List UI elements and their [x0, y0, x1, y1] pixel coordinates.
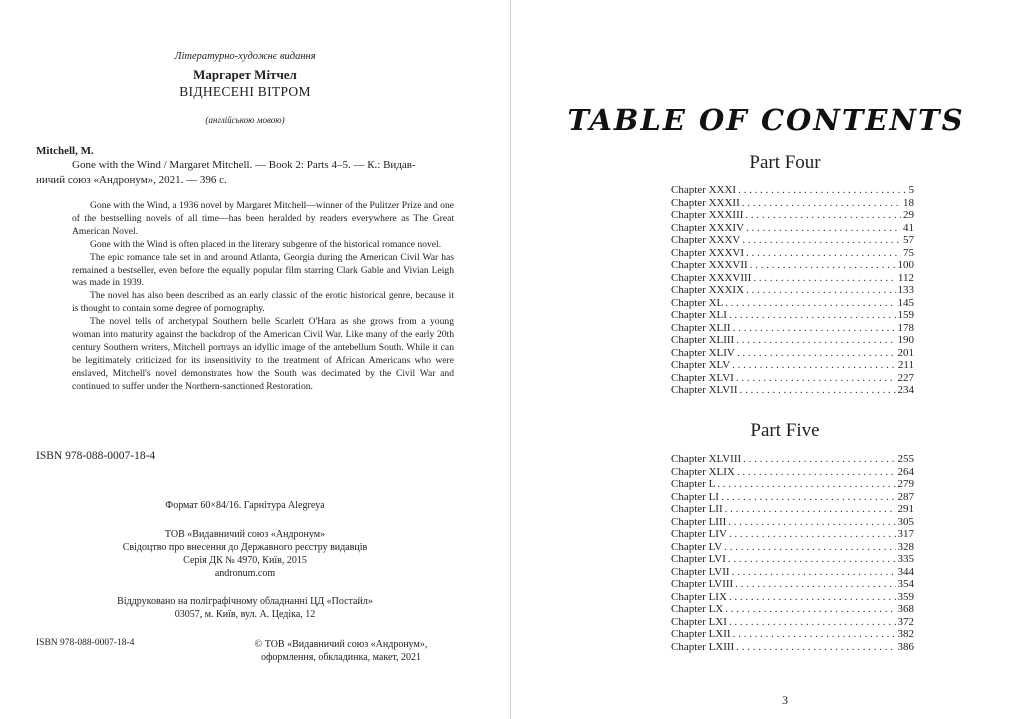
- annotation-paragraph: Gone with the Wind is often placed in the literary subgenre of the historical romance novel.: [90, 238, 442, 250]
- copyright-line: © ТОВ «Видавничий союз «Андронум»,: [254, 639, 428, 650]
- copyright-block: [226, 638, 456, 664]
- book-title: ВІДНЕСЕНІ ВІТРОМ: [179, 84, 311, 99]
- toc-entry[interactable]: [671, 372, 914, 385]
- bib-line-2: ничий союз «Андронум», 2021. — 396 с.: [36, 174, 227, 186]
- toc-chapter-label: Chapter XXXV: [671, 234, 741, 246]
- toc-entry[interactable]: [671, 322, 914, 335]
- dot-leader: [732, 359, 896, 372]
- toc-chapter-label: Chapter LXIII: [671, 640, 735, 653]
- dot-leader: [736, 372, 896, 385]
- toc-chapter-label: Chapter LIV: [671, 528, 727, 540]
- toc-entry[interactable]: [671, 234, 914, 247]
- toc-entry[interactable]: [671, 541, 914, 554]
- toc-page-number: 368: [897, 603, 914, 615]
- toc-entry[interactable]: [671, 641, 914, 654]
- printer-line: 03057, м. Київ, вул. А. Цедіка, 12: [174, 609, 316, 620]
- toc-page-number: 100: [897, 259, 914, 271]
- toc-page-number: 211: [897, 359, 914, 371]
- annotation-paragraph: The novel has also been described as an early classic of the erotic historical genre, because it is thought to contain some degree of pornography.: [72, 290, 454, 315]
- toc-page-number: 264: [897, 465, 914, 478]
- toc-chapter-label: Chapter XLV: [671, 359, 731, 371]
- toc-chapter-label: Chapter LXI: [671, 615, 727, 628]
- toc-list-part-five: [671, 453, 914, 653]
- annotation-paragraph: The epic romance tale set in and around Atlanta, Georgia during the American Civil War has remained a bestseller, even before the equally popular film starring Clark Gable and Vivian Leigh was made in 1939.: [72, 251, 454, 289]
- toc-entry[interactable]: [671, 628, 914, 641]
- toc-chapter-label: Chapter LXII: [671, 628, 731, 640]
- toc-page-number: 279: [897, 478, 914, 490]
- dot-leader: [746, 222, 901, 235]
- toc-page-number: 18: [903, 196, 914, 209]
- page-number: 3: [782, 693, 788, 707]
- toc-page-number: 354: [897, 578, 914, 590]
- toc-page-number: 291: [897, 503, 914, 515]
- toc-entry[interactable]: [671, 503, 914, 516]
- dot-leader: [729, 309, 896, 322]
- toc-heading: TABLE OF CONTENTS: [567, 103, 965, 137]
- toc-page-number: 5: [908, 184, 914, 196]
- toc-page-number: 234: [897, 384, 914, 396]
- toc-chapter-label: Chapter LI: [671, 490, 719, 503]
- dot-leader: [737, 466, 896, 479]
- toc-chapter-label: Chapter LIII: [671, 515, 727, 528]
- toc-entry[interactable]: [671, 516, 914, 529]
- dot-leader: [733, 628, 896, 641]
- dot-leader: [736, 334, 895, 347]
- isbn-main: ISBN 978-088-0007-18-4: [36, 450, 156, 462]
- toc-page-number: 145: [897, 296, 914, 309]
- toc-chapter-label: Chapter XXXI: [671, 184, 737, 196]
- toc-chapter-label: Chapter LX: [671, 603, 724, 615]
- left-page: [0, 0, 510, 719]
- dot-leader: [735, 578, 895, 591]
- toc-page-number: 344: [897, 565, 914, 578]
- toc-entry[interactable]: [671, 247, 914, 260]
- toc-page-number: 178: [897, 321, 914, 334]
- toc-entry[interactable]: [671, 359, 914, 372]
- toc-chapter-label: Chapter XLVI: [671, 371, 734, 384]
- publisher-line: ТОВ «Видавничий союз «Андронум»: [164, 529, 326, 540]
- toc-entry[interactable]: [671, 284, 914, 297]
- dot-leader: [736, 641, 895, 654]
- annotation-paragraph: The novel tells of archetypal Southern belle Scarlett O'Hara as she grows from a young woman into maturity against the backdrop of the American Civil War. Like many of the early 20th century Southern writers, Mitchell portrays an idyllic image of the antebellum South. While it can be legitimately criticized for its insensitivity to the treatment of African Americans who were enslaved, Mitchell's novel demonstrates how the South was decimated by the Civil War and continued to suffer under the Northern-sanctioned Restoration.: [72, 316, 454, 392]
- toc-page-number: 382: [897, 628, 914, 640]
- toc-page-number: 133: [897, 284, 914, 296]
- toc-page-number: 29: [903, 209, 914, 221]
- toc-chapter-label: Chapter XLII: [671, 321, 731, 334]
- right-page: [511, 0, 1021, 719]
- toc-entry[interactable]: [671, 384, 914, 397]
- dot-leader: [743, 453, 895, 466]
- toc-entry[interactable]: [671, 184, 914, 197]
- annotation-paragraph: Gone with the Wind, a 1936 novel by Margaret Mitchell—winner of the Pulitzer Prize and one of the bestselling novels of all time—has been heralded by readers everywhere as The Great American Novel.: [72, 200, 454, 237]
- toc-page-number: 287: [897, 490, 914, 503]
- toc-page-number: 386: [897, 640, 914, 653]
- toc-entry[interactable]: [671, 566, 914, 579]
- toc-entry[interactable]: [671, 603, 914, 616]
- dot-leader: [729, 591, 896, 604]
- publisher-block: [36, 528, 454, 580]
- toc-chapter-label: Chapter XXXII: [671, 196, 740, 209]
- toc-entry[interactable]: [671, 528, 914, 541]
- toc-entry[interactable]: [671, 553, 914, 566]
- toc-entry[interactable]: [671, 616, 914, 629]
- language-note: (англійською мовою): [205, 115, 285, 125]
- dot-leader: [729, 528, 896, 541]
- toc-chapter-label: Chapter XLVII: [671, 384, 738, 396]
- toc-entry[interactable]: [671, 334, 914, 347]
- toc-chapter-label: Chapter LVI: [671, 553, 726, 565]
- toc-chapter-label: Chapter XXXVII: [671, 259, 748, 271]
- toc-page-number: 190: [897, 334, 914, 346]
- toc-chapter-label: Chapter LII: [671, 503, 723, 515]
- copyright-line: оформлення, обкладинка, макет, 2021: [260, 652, 422, 663]
- dot-leader: [724, 541, 895, 554]
- toc-chapter-label: Chapter XL: [671, 296, 724, 309]
- printer-line: Віддруковано на поліграфічному обладнанні ЦД «Постайл»: [117, 596, 373, 607]
- toc-chapter-label: Chapter LIX: [671, 590, 727, 603]
- toc-page-number: 112: [897, 271, 914, 284]
- dot-leader: [740, 384, 896, 397]
- toc-page-number: 335: [897, 553, 914, 565]
- toc-chapter-label: Chapter XXXVI: [671, 246, 745, 259]
- toc-entry[interactable]: [671, 297, 914, 310]
- toc-entry[interactable]: [671, 222, 914, 235]
- toc-entry[interactable]: [671, 309, 914, 322]
- toc-entry[interactable]: [671, 347, 914, 360]
- dot-leader: [733, 322, 896, 335]
- dot-leader: [728, 516, 895, 529]
- dot-leader: [753, 272, 896, 285]
- toc-entry[interactable]: [671, 491, 914, 504]
- toc-chapter-label: Chapter XLIX: [671, 465, 735, 478]
- toc-page-number: 201: [897, 346, 914, 359]
- toc-chapter-label: Chapter LV: [671, 540, 723, 553]
- toc-page-number: 372: [897, 615, 914, 628]
- publisher-line: Свідоцтво про внесення до Державного реєстру видавців: [122, 542, 368, 553]
- dot-leader: [725, 603, 895, 616]
- toc-entry[interactable]: [671, 466, 914, 479]
- toc-list-part-four: [671, 184, 914, 397]
- dot-leader: [737, 347, 896, 360]
- bibliographic-author: Mitchell, M.: [36, 145, 94, 157]
- toc-chapter-label: Chapter LVIII: [671, 578, 734, 590]
- dot-leader: [742, 234, 901, 247]
- toc-chapter-label: Chapter L: [671, 478, 716, 490]
- genre-line: Літературно-художнє видання: [174, 51, 316, 62]
- toc-page-number: 305: [897, 515, 914, 528]
- format-line: Формат 60×84/16. Гарнітура Alegreya: [165, 500, 325, 511]
- dot-leader: [725, 503, 896, 516]
- toc-chapter-label: Chapter XXXIX: [671, 284, 745, 296]
- toc-page-number: 227: [897, 371, 914, 384]
- part-heading: Part Four: [749, 152, 821, 173]
- dot-leader: [721, 491, 896, 504]
- part-heading: Part Five: [750, 420, 820, 441]
- toc-chapter-label: Chapter XLVIII: [671, 453, 742, 465]
- toc-page-number: 328: [897, 540, 914, 553]
- annotation: [72, 200, 454, 394]
- toc-entry[interactable]: [671, 453, 914, 466]
- publisher-line: andronum.com: [214, 568, 276, 579]
- toc-chapter-label: Chapter XXXVIII: [671, 271, 752, 284]
- toc-entry[interactable]: [671, 578, 914, 591]
- toc-chapter-label: Chapter XLIV: [671, 346, 735, 359]
- dot-leader: [728, 553, 896, 566]
- isbn-footer: ISBN 978-088-0007-18-4: [36, 638, 135, 648]
- dot-leader: [746, 247, 901, 260]
- toc-chapter-label: Chapter LVII: [671, 565, 730, 578]
- publisher-line: Серія ДК № 4970, Київ, 2015: [183, 555, 307, 566]
- toc-page-number: 41: [903, 221, 914, 234]
- dot-leader: [732, 566, 896, 579]
- toc-page-number: 317: [897, 528, 914, 540]
- dot-leader: [742, 197, 901, 210]
- printer-block: [36, 595, 454, 621]
- toc-chapter-label: Chapter XLI: [671, 309, 727, 321]
- toc-page-number: 57: [903, 234, 914, 246]
- toc-page-number: 359: [897, 590, 914, 603]
- author-name: Маргарет Мітчел: [193, 67, 297, 82]
- toc-page-number: 159: [897, 309, 914, 321]
- dot-leader: [738, 184, 906, 197]
- toc-chapter-label: Chapter XXXIV: [671, 221, 745, 234]
- toc-chapter-label: Chapter XLIII: [671, 334, 735, 346]
- toc-entry[interactable]: [671, 272, 914, 285]
- toc-chapter-label: Chapter XXXIII: [671, 209, 744, 221]
- bibliographic-description: [36, 158, 452, 188]
- dot-leader: [725, 297, 895, 310]
- bib-line-1: Gone with the Wind / Margaret Mitchell. — Book 2: Parts 4–5. — К.: Видав-: [72, 159, 416, 171]
- toc-entry[interactable]: [671, 478, 914, 491]
- toc-page-number: 75: [903, 246, 914, 259]
- toc-entry[interactable]: [671, 259, 914, 272]
- toc-page-number: 255: [897, 453, 914, 465]
- dot-leader: [746, 284, 895, 297]
- dot-leader: [745, 209, 901, 222]
- toc-entry[interactable]: [671, 197, 914, 210]
- toc-entry[interactable]: [671, 209, 914, 222]
- dot-leader: [750, 259, 896, 272]
- dot-leader: [717, 478, 895, 491]
- toc-entry[interactable]: [671, 591, 914, 604]
- dot-leader: [729, 616, 896, 629]
